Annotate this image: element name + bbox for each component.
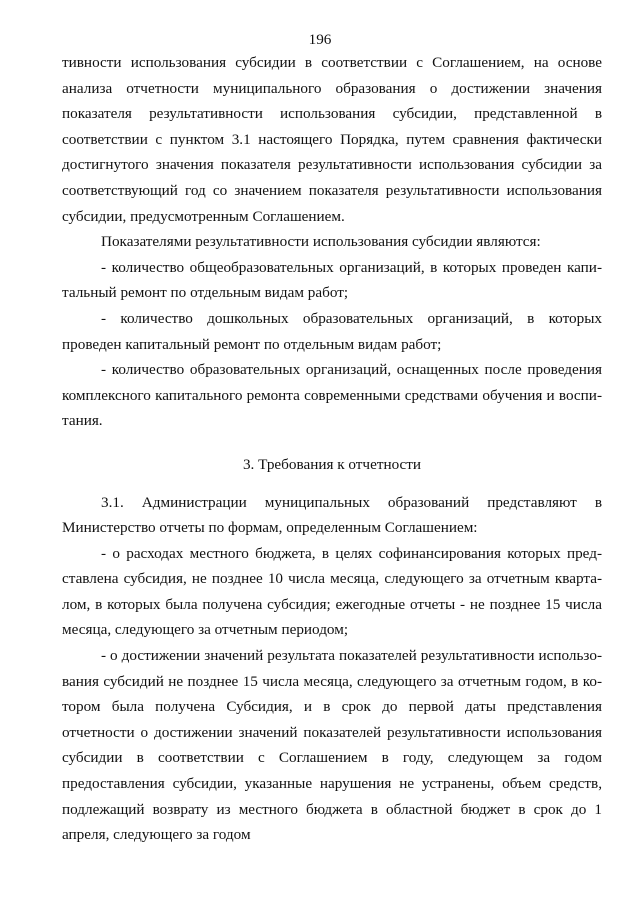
page-number: 196	[308, 31, 332, 48]
list-item-budget-expenses: - о расходах местного бюджета, в целях софинансирования которых представлена субсидия, не позднее 10 числа месяца, следующего за отчетным кварталом, в которых была получена субсидия; ежегодные отчеты - не позднее 15 числа месяца, следующего за отчетным периодом;	[62, 544, 602, 639]
paragraph-continuation: тивности использования субсидии в соответствии с Соглашением, на основе анализа отчетности муниципального образования о достижении значения показателя результативности использования субсидии, представленной в соответствии с пунктом 3.1 настоящего Порядка, путем сравнения фактически достигнутого значения показателя результативности использования субсидии за соответствующий год со значением показателя результативности использования субсидии, предусмотренным Соглашением.	[62, 54, 602, 225]
section-heading: 3. Требования к отчетности	[242, 455, 422, 473]
list-item-results-achievement: - о достижении значений результата показателей результативности использования субсидий не позднее 15 числа месяца, следующего за отчетным годом, в котором была получена Субсидия, и в срок до первой даты представления отчетности о достижении значений показателей результативности использования субсидии в соответствии с Соглашением в году, следующем за годом предоставления субсидии, указанные нарушения не устранены, объем средств, подлежащий возврату из местного бюджета в областной бюджет в срок до 1 апреля, следующего за годом	[62, 647, 602, 844]
list-item-equipped-organizations: - количество образовательных организаций, оснащенных после проведения комплексного капитального ремонта современными средствами обучения и воспитания.	[62, 361, 602, 430]
list-item-general-education: - количество общеобразовательных организаций, в которых проведен капитальный ремонт по отдельным видам работ;	[62, 258, 602, 302]
paragraph-indicators-intro: Показателями результативности использования субсидии являются:	[101, 233, 541, 251]
list-item-preschool: - количество дошкольных образовательных организаций, в которых проведен капитальный ремонт по отдельным видам работ;	[62, 309, 602, 353]
document-body	[62, 50, 602, 848]
paragraph-3-1: 3.1. Администрации муниципальных образований представляют в Министерство отчеты по формам, определенным Соглашением:	[62, 493, 602, 537]
